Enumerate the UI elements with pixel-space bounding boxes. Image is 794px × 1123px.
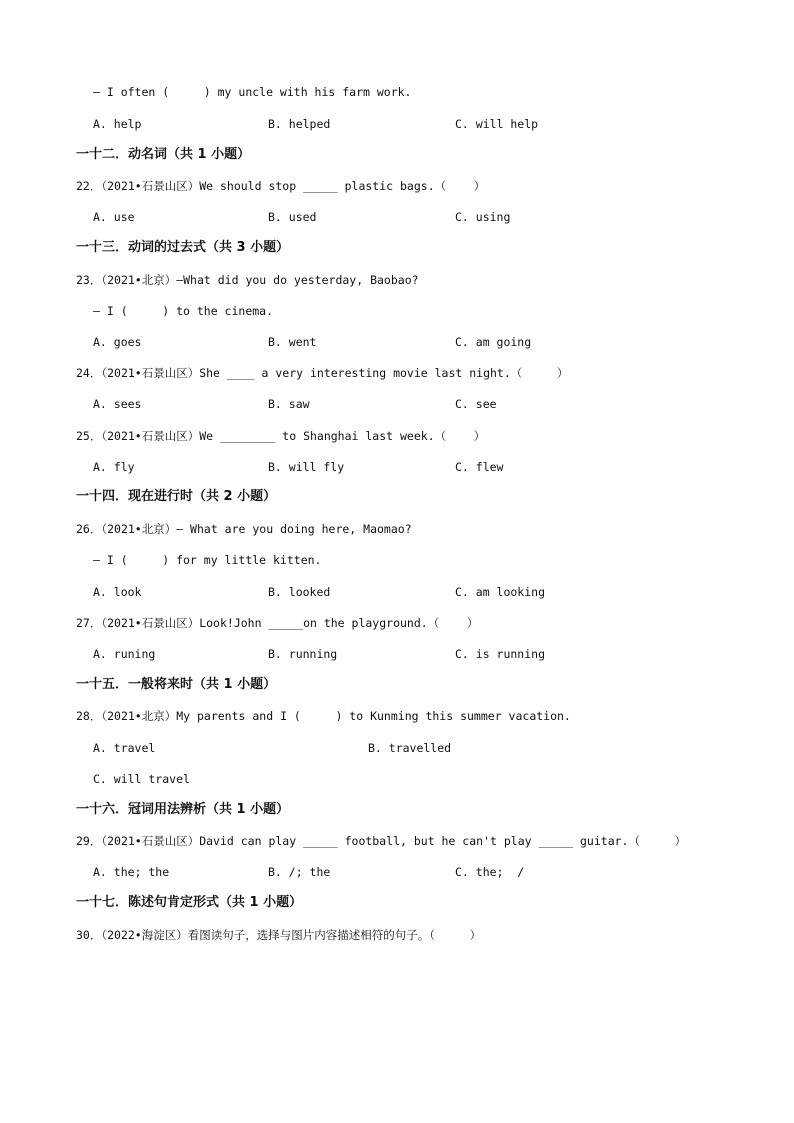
option-a: A. fly bbox=[93, 460, 135, 474]
question-30: 30．（2022•海淀区）看图读句子，选择与图片内容描述相符的句子。（ ） bbox=[76, 928, 482, 942]
option-c: C. see bbox=[455, 397, 497, 411]
option-a: A. help bbox=[93, 117, 142, 131]
option-c: C. is running bbox=[455, 647, 546, 661]
question-23: 23．（2021•北京）—What did you do yesterday, Baobao? bbox=[76, 273, 419, 287]
option-c: C. will travel bbox=[93, 772, 190, 786]
section-heading: 一十三．动词的过去式（共 3 小题） bbox=[76, 240, 290, 255]
option-a: A. runing bbox=[93, 647, 156, 661]
section-heading: 一十六．冠词用法辨析（共 1 小题） bbox=[76, 802, 290, 817]
option-b: B. helped bbox=[268, 117, 331, 131]
option-b: B. went bbox=[268, 335, 317, 349]
question-23-answer-line: — I ( ) to the cinema. bbox=[93, 304, 274, 318]
section-heading: 一十四．现在进行时（共 2 小题） bbox=[76, 489, 277, 504]
option-c: C. am going bbox=[455, 335, 532, 349]
option-a: A. look bbox=[93, 585, 142, 599]
question-26: 26．（2021•北京）— What are you doing here, Maomao? bbox=[76, 522, 412, 536]
question-26-answer-line: — I ( ) for my little kitten. bbox=[93, 553, 322, 567]
option-b: B. running bbox=[268, 647, 338, 661]
question-28: 28．（2021•北京）My parents and I ( ) to Kunming this summer vacation. bbox=[76, 709, 571, 723]
option-b: B. will fly bbox=[268, 460, 345, 474]
option-c: C. using bbox=[455, 210, 511, 224]
question-24: 24．（2021•石景山区）She ____ a very interesting movie last night.（ ） bbox=[76, 366, 569, 380]
section-heading: 一十二．动名词（共 1 小题） bbox=[76, 147, 251, 162]
question-29: 29．（2021•石景山区）David can play _____ football, but he can't play _____ guitar.（ ） bbox=[76, 834, 687, 848]
option-b: B. looked bbox=[268, 585, 331, 599]
option-c: C. flew bbox=[455, 460, 504, 474]
option-c: C. the; / bbox=[455, 865, 525, 879]
question-25: 25．（2021•石景山区）We ________ to Shanghai last week.（ ） bbox=[76, 429, 486, 443]
question-21-answer-line: — I often ( ) my uncle with his farm work. bbox=[93, 85, 412, 99]
option-c: C. will help bbox=[455, 117, 539, 131]
section-heading: 一十五．一般将来时（共 1 小题） bbox=[76, 677, 277, 692]
option-b: B. saw bbox=[268, 397, 310, 411]
option-a: A. the; the bbox=[93, 865, 170, 879]
option-b: B. travelled bbox=[368, 741, 452, 755]
option-b: B. /; the bbox=[268, 865, 331, 879]
option-c: C. am looking bbox=[455, 585, 546, 599]
option-a: A. sees bbox=[93, 397, 142, 411]
option-a: A. use bbox=[93, 210, 135, 224]
section-heading: 一十七．陈述句肯定形式（共 1 小题） bbox=[76, 895, 303, 910]
question-22: 22．（2021•石景山区）We should stop _____ plastic bags.（ ） bbox=[76, 179, 486, 193]
option-b: B. used bbox=[268, 210, 317, 224]
option-a: A. goes bbox=[93, 335, 142, 349]
option-a: A. travel bbox=[93, 741, 156, 755]
question-27: 27．（2021•石景山区）Look!John _____on the playground.（ ） bbox=[76, 616, 479, 630]
